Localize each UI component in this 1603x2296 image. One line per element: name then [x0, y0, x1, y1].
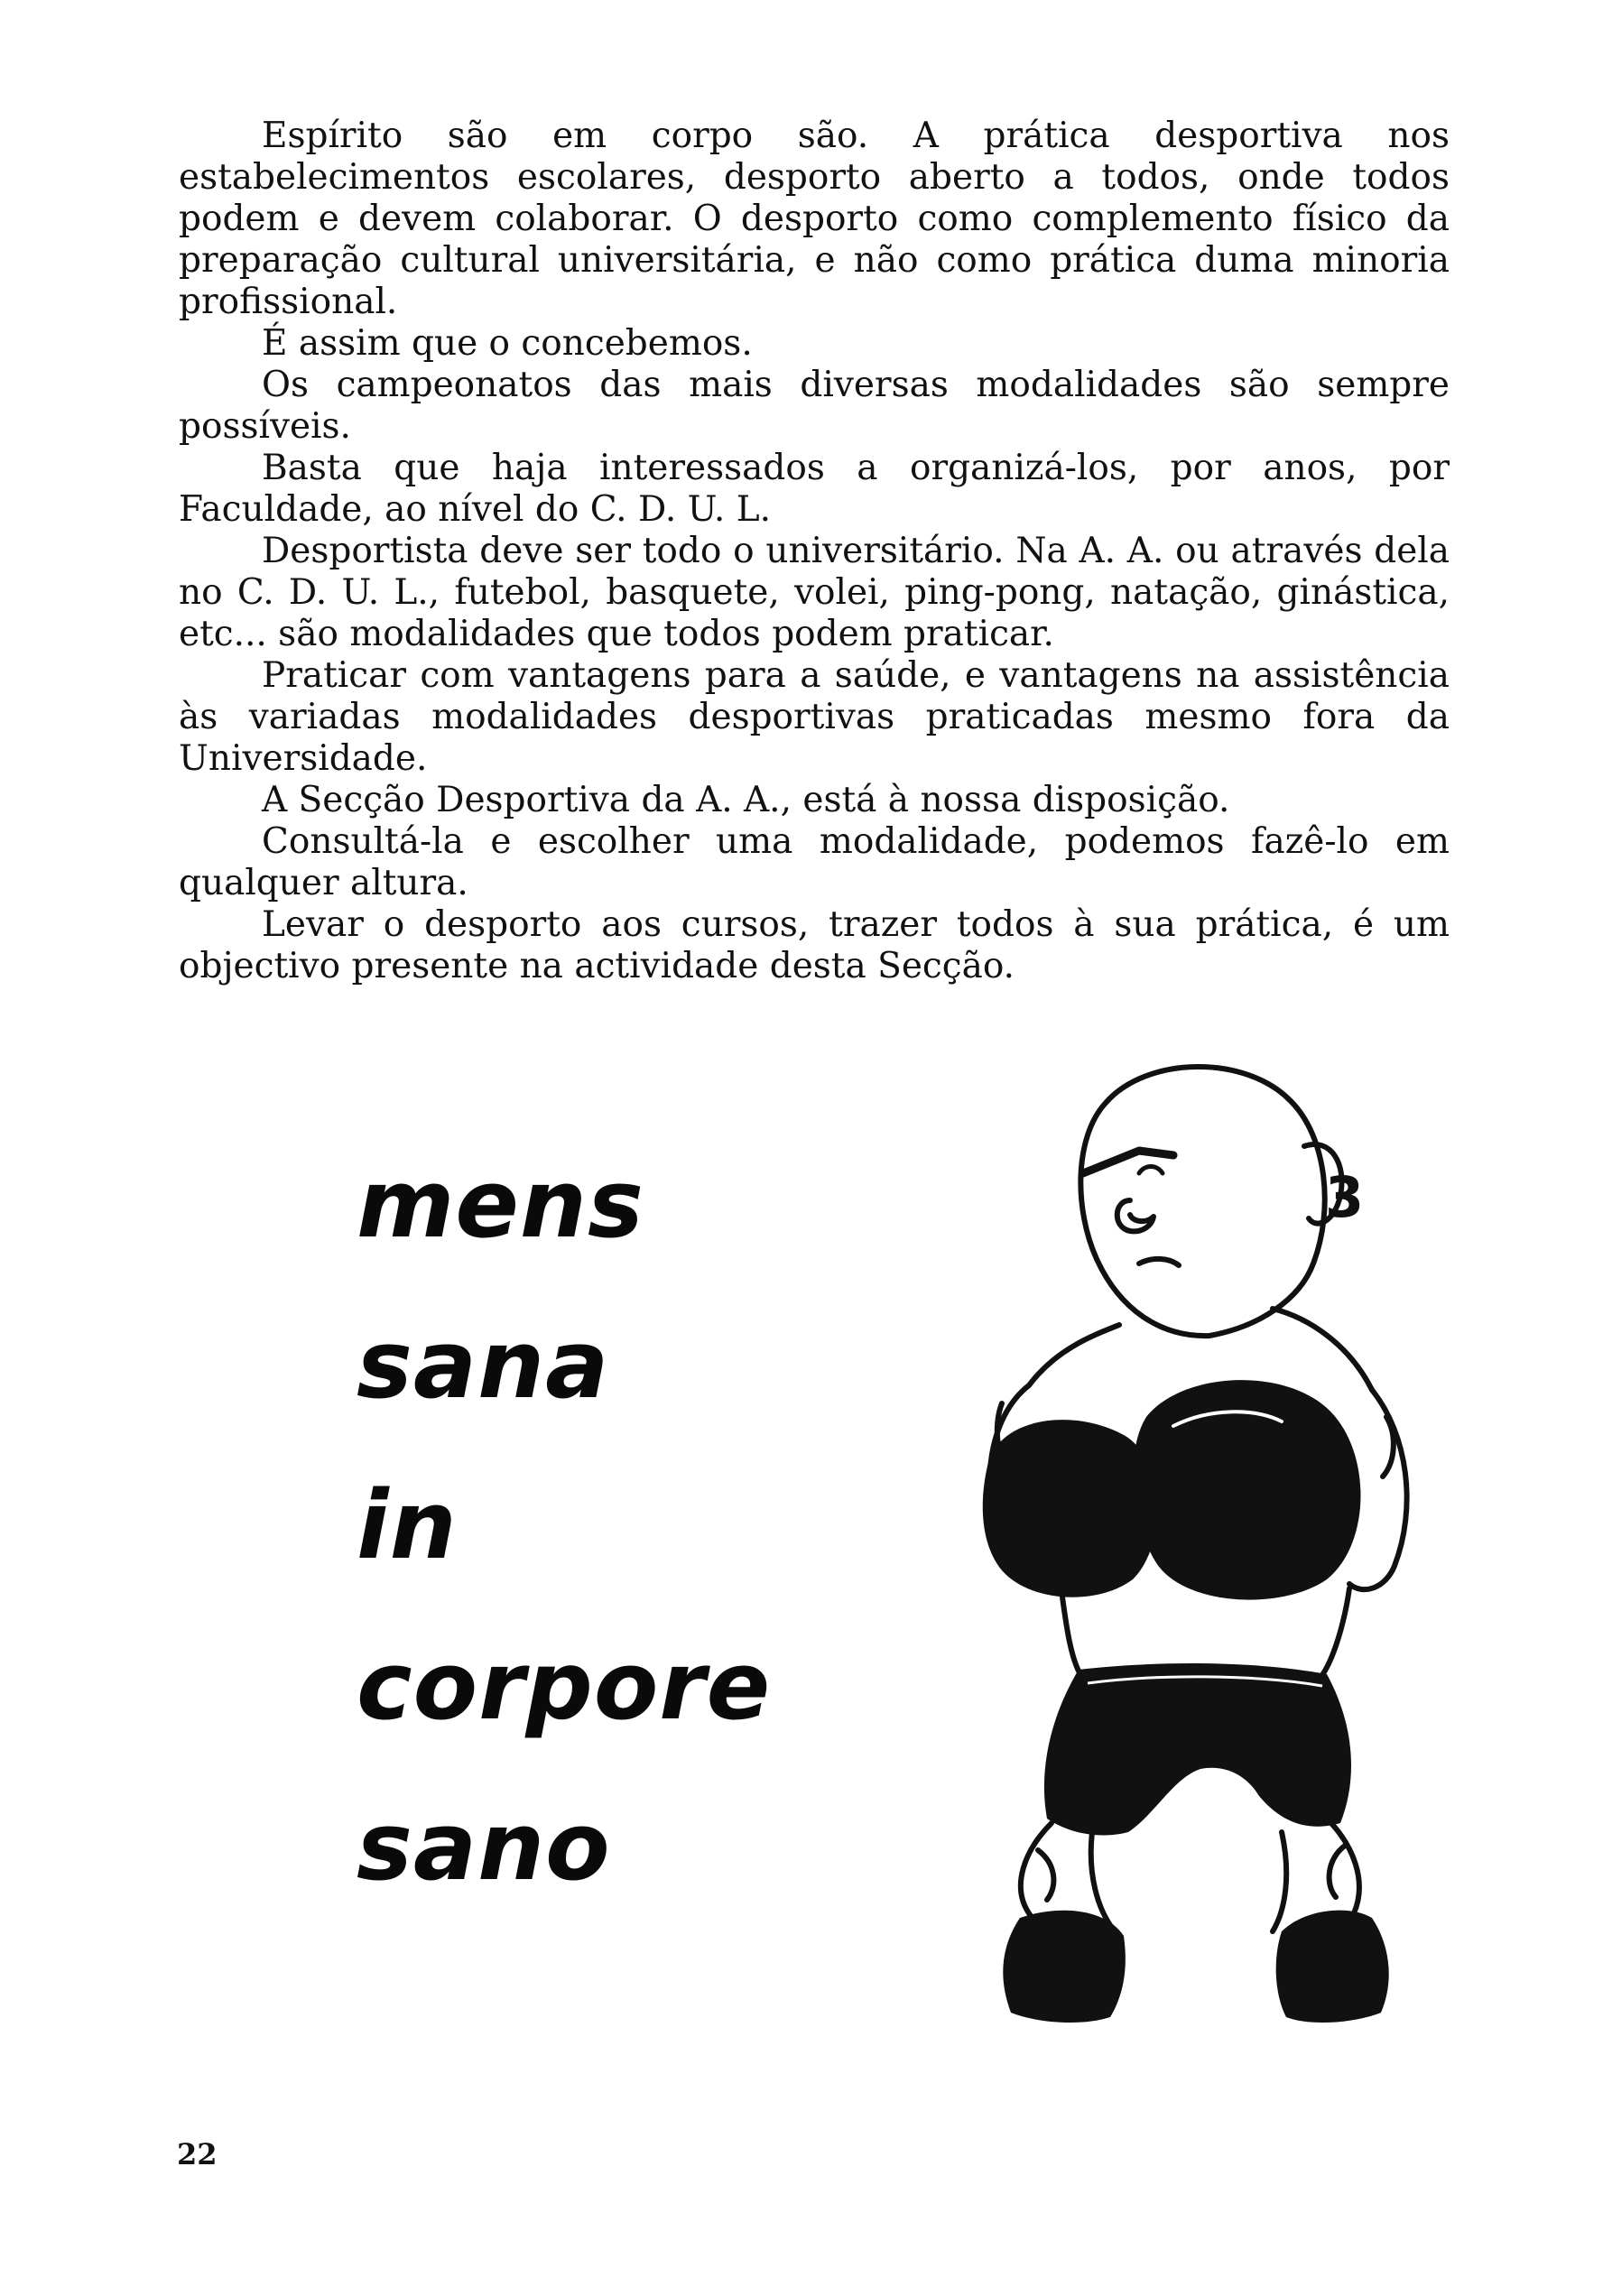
paragraph-2: É assim que o concebemos.	[262, 323, 753, 364]
paragraph-8: Consultá-la e escolher uma modalidade, podemos fazê-lo em qualquer altura.	[179, 821, 1450, 903]
paragraph-5: Desportista deve ser todo o universitário. Na A. A. ou através dela no C. D. U. L., futebol, basquete, volei, ping-pong, natação, ginástica, etc... são modalidades que todos podem praticar.	[179, 531, 1450, 654]
mouth	[1139, 1259, 1179, 1265]
paragraph-7: A Secção Desportiva da A. A., está à nossa disposição.	[262, 780, 1230, 820]
boxer-illustration	[903, 1038, 1462, 2049]
boxing-trunks	[1044, 1663, 1351, 1835]
paragraph-3: Os campeonatos das mais diversas modalidades são sempre possíveis.	[179, 365, 1450, 447]
latin-motto	[357, 1124, 772, 1927]
motto-line-4: corpore	[357, 1631, 772, 1741]
left-boot-icon	[1003, 1911, 1126, 2023]
paragraph-4: Basta que haja interessados a organizá-los, por anos, por Faculdade, ao nível do C. D. U. L.	[179, 448, 1450, 530]
motto-line-1: mens	[357, 1149, 644, 1259]
paragraph-6: Praticar com vantagens para a saúde, e vantagens na assistência às variadas modalidades desportivas praticadas mesmo fora da Universidade.	[179, 655, 1450, 779]
left-glove-icon	[983, 1420, 1157, 1597]
right-boot-icon	[1276, 1911, 1389, 2023]
page-number: 22	[177, 2137, 218, 2171]
head-outline	[1080, 1067, 1324, 1336]
ear-mark: 3	[1325, 1164, 1365, 1230]
motto-line-5: sano	[357, 1791, 611, 1902]
motto-line-3: in	[357, 1470, 458, 1580]
torso	[1061, 1584, 1083, 1679]
paragraph-9: Levar o desporto aos cursos, trazer todos à sua prática, é um objectivo presente na actividade desta Secção.	[179, 904, 1450, 986]
article-body	[179, 116, 1450, 987]
paragraph-1: Espírito são em corpo são. A prática desportiva nos estabelecimentos escolares, desporto aberto a todos, onde todos podem e devem colaborar. O desporto como complemento físico da preparação cultural universitária, e não como prática duma minoria profissional.	[179, 116, 1450, 322]
nose	[1117, 1200, 1154, 1231]
motto-line-2: sana	[357, 1310, 610, 1420]
